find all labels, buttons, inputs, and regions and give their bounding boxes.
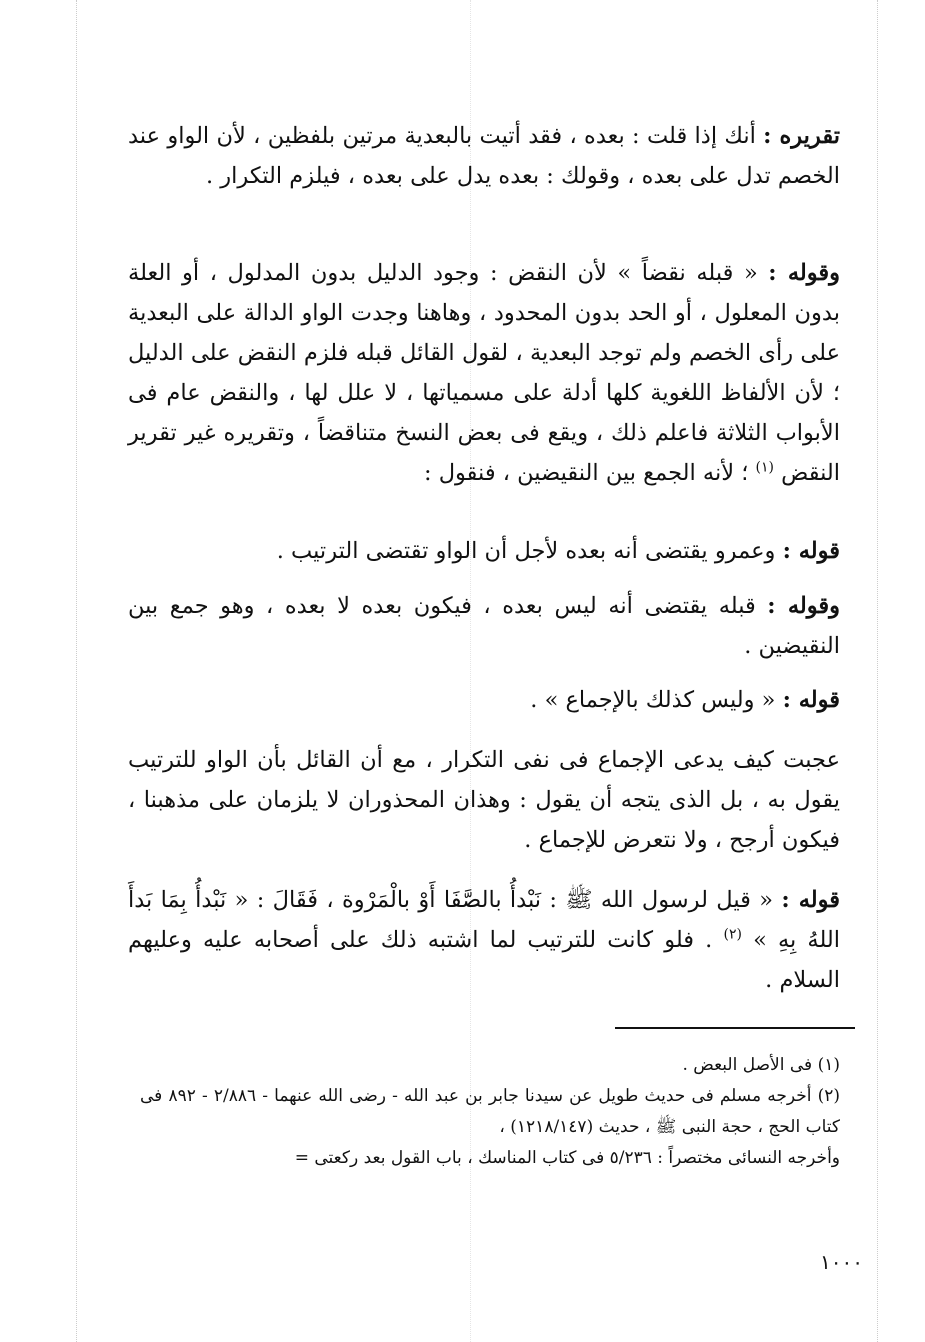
- paragraph-lead: قوله :: [781, 887, 840, 913]
- scan-guide-left: [76, 0, 77, 1342]
- paragraph-body: [128, 880, 840, 1000]
- footnote-1: (١) فى الأصل البعض .: [682, 1055, 840, 1075]
- paragraph-lead: تقريره :: [763, 123, 840, 149]
- footnote-reference-2: (٢): [723, 926, 742, 943]
- paragraph-text-continued: ؛ لأنه الجمع بين النقيضين ، فنقول :: [423, 460, 749, 486]
- paragraph-body: [128, 586, 840, 666]
- footnote-separator: [615, 1027, 855, 1029]
- paragraph-body: [128, 680, 840, 720]
- paragraph-body: [128, 116, 840, 196]
- paragraph-text-continued: . فلو كانت للترتيب لما اشتبه ذلك على أصحابه عليه وعليهم السلام .: [128, 927, 840, 993]
- paragraph-text: « قبله نقضاً » لأن النقض : وجود الدليل بدون المدلول ، أو العلة بدون المعلول ، أو الحد بدون المحدود ، وهاهنا وجدت الواو الدالة على البعدية على رأى الخصم ولم توجد البعدية ، لقول القائل قبله فلزم النقض على الدليل ؛ لأن الألفاظ اللغوية كلها أدلة على مسمياتها ، لا علل لها ، والنقض عام فى الأبواب الثلاثة فاعلم ذلك ، ويقع فى بعض النسخ متناقضاً ، وتقريره غير تقرير النقض: [128, 260, 840, 486]
- footnote-reference-1: (١): [755, 459, 774, 476]
- scan-guide-right: [877, 0, 878, 1342]
- paragraph-qablahu-naqdan: [128, 253, 840, 493]
- paragraph-text: وعمرو يقتضى أنه بعده لأجل أن الواو تقتضى الترتيب .: [276, 538, 776, 564]
- paragraph-text: « وليس كذلك بالإجماع » .: [530, 687, 776, 713]
- page-number: ١٠٠٠: [820, 1250, 863, 1274]
- paragraph-wa-amr: [128, 531, 840, 571]
- paragraph-body: [128, 253, 840, 493]
- paragraph-lead: وقوله :: [768, 260, 840, 286]
- paragraph-lead: وقوله :: [767, 593, 840, 619]
- paragraph-text: قبله يقتضى أنه ليس بعده ، فيكون بعده لا بعده ، وهو جمع بين النقيضين .: [128, 593, 840, 659]
- paragraph-text: « قيل لرسول الله ﷺ : نَبْدأُ بالصَّفَا أَوْ بالْمَرْوة ، فَقَالَ : « نَبْدأُ بِمَا بَدأَ اللهُ بِهِ »: [128, 887, 841, 953]
- paragraph-taqriruh: [128, 116, 840, 196]
- paragraph-text: أنك إذا قلت : بعده ، فقد أتيت بالبعدية مرتين بلفظين ، لأن الواو عند الخصم تدل على بعده ، وقولك : بعده يدل على بعده ، فيلزم التكرار .: [128, 123, 840, 189]
- paragraph-body: [128, 740, 840, 860]
- paragraph-body: [128, 531, 840, 571]
- footnote-2: (٢) أخرجه مسلم فى حديث طويل عن سيدنا جابر بن عبد الله - رضى الله عنهما - ٢/٨٨٦ - ٨٩٢ فى كتاب الحج ، حجة النبى ﷺ ، حديث (١٢١٨/١٤٧) ،: [140, 1086, 840, 1137]
- footnotes: [140, 1050, 840, 1174]
- footnote-2-continued: وأخرجه النسائى مختصراً : ٥/٢٣٦ فى كتاب المناسك ، باب القول بعد ركعتى =: [294, 1148, 840, 1168]
- paragraph-ajibtu: [128, 740, 840, 860]
- paragraph-hadith: [128, 880, 840, 1000]
- paragraph-lead: قوله :: [782, 687, 840, 713]
- paragraph-qablahu-yaqtadi: [128, 586, 840, 666]
- paragraph-lead: قوله :: [782, 538, 840, 564]
- paragraph-text: عجبت كيف يدعى الإجماع فى نفى التكرار ، مع أن القائل بأن الواو للترتيب يقول به ، بل الذى يتجه أن يقول : وهذان المحذوران لا يلزمان على مذهبنا ، فيكون أرجح ، ولا نتعرض للإجماع .: [128, 747, 840, 853]
- paragraph-wa-laysa: [128, 680, 840, 720]
